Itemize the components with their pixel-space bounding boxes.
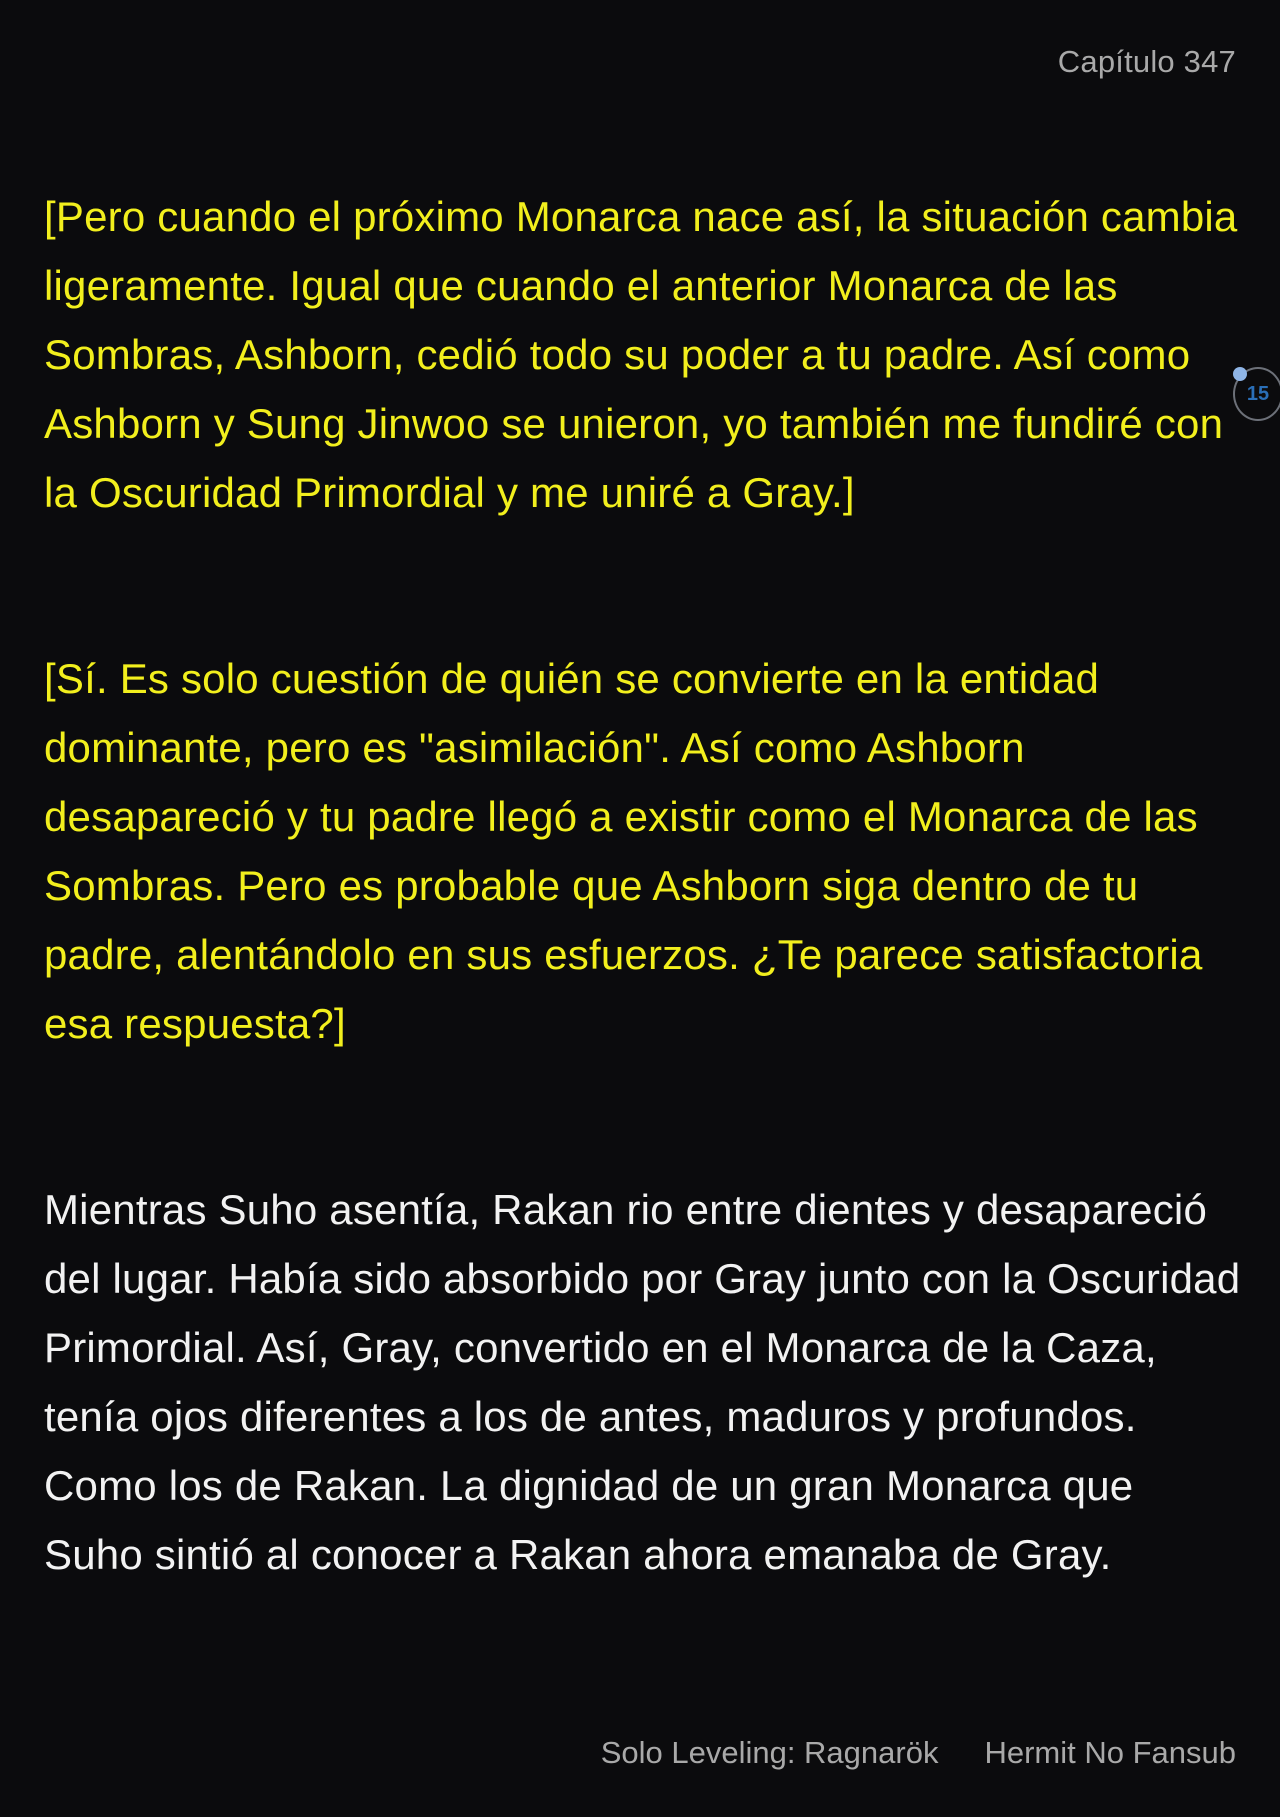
page-number: 15: [1246, 382, 1270, 405]
translator-credit: Hermit No Fansub: [984, 1735, 1236, 1770]
dialogue-paragraph-2: [Sí. Es solo cuestión de quién se convierte en la entidad dominante, pero es "asimilación". Así como Ashborn desapareció y tu padre llegó a existir como el Monarca de las Sombras. Pero es probable que Ashborn siga dentro de tu padre, alentándolo en sus esfuerzos. ¿Te parece satisfactoria esa respuesta?]: [44, 655, 1203, 1047]
reader-content: [44, 182, 1244, 1589]
chapter-label: Capítulo 347: [1057, 44, 1236, 79]
dialogue-paragraph-1: [Pero cuando el próximo Monarca nace así, la situación cambia ligeramente. Igual que cuando el anterior Monarca de las Sombras, Ashborn, cedió todo su poder a tu padre. Así como Ashborn y Sung Jinwoo se unieron, yo también me fundiré con la Oscuridad Primordial y me uniré a Gray.]: [44, 193, 1238, 516]
footer: [601, 1735, 1236, 1771]
progress-dot-icon: [1233, 367, 1247, 381]
book-title: Solo Leveling: Ragnarök: [600, 1735, 939, 1770]
narration-paragraph-3: Mientras Suho asentía, Rakan rio entre dientes y desapareció del lugar. Había sido absorbido por Gray junto con la Oscuridad Primordial. Así, Gray, convertido en el Monarca de la Caza, tenía ojos diferentes a los de antes, maduros y profundos. Como los de Rakan. La dignidad de un gran Monarca que Suho sintió al conocer a Rakan ahora emanaba de Gray.: [44, 1186, 1241, 1578]
